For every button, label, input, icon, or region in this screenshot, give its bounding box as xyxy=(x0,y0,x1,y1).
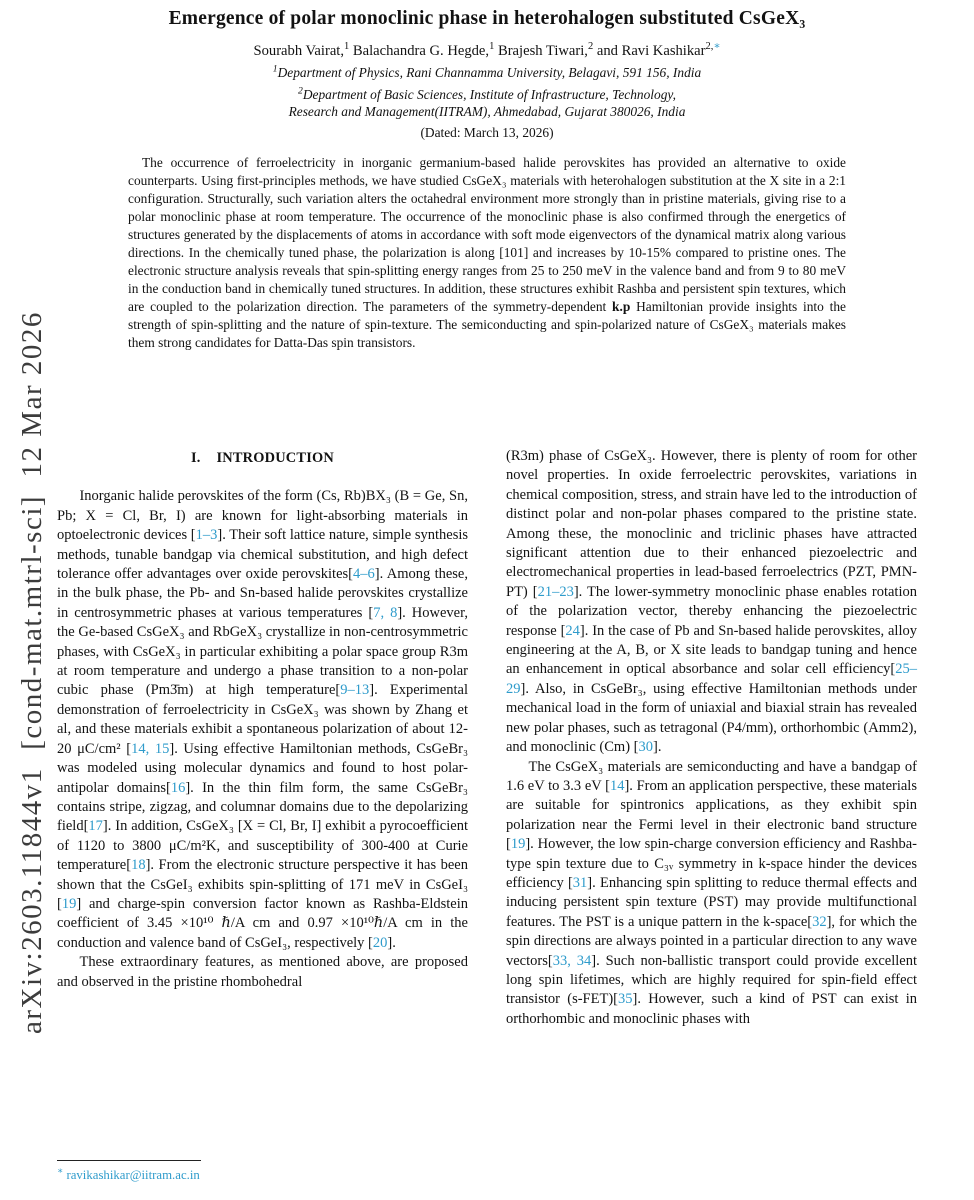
citation-link[interactable]: 4–6 xyxy=(353,566,375,583)
author-line: Sourabh Vairat,$^1$ Balachandra G. Hegde,$^1$ Brajesh Tiwari,$^2$ and Ravi Kashikar$^{2,∗}$ xyxy=(253,41,721,59)
affiliation-2-line1: $^2$Department of Basic Sciences, Institute of Infrastructure, Technology, xyxy=(298,85,676,102)
citation-link[interactable]: 21–23 xyxy=(537,583,574,600)
citation-link[interactable]: 19 xyxy=(61,895,77,912)
intro-paragraph-3: The CsGeX₃ materials are semiconducting and have a bandgap of 1.6 eV to 3.3 eV [14]. From an application perspective, these materials are suitable for spintronics applications, as they exhibit spin polarization near the Fermi level in their electronic band structure [19]. However, the low spin-charge conversion efficiency and Rashba-type spin texture due to C₃ᵥ symmetry in k-space hinder the devices efficiency [31]. Enhancing spin splitting to reduce thermal effects and inducing persistent spin texture (PST) may provide multifunctional features. The PST is a unique pattern in the k-space[32], for which the spin directions are always pointed in a particular direction to any wave vectors[33, 34]. Such non-ballistic transport could provide excellent long spin lifetimes, which are highly required for spin-field effect transistor (s-FET)[35]. However, such a kind of PST can exist in orthorhombic and monoclinic phases with xyxy=(506,758,917,1027)
left-column xyxy=(57,447,468,1029)
citation-link[interactable]: 20 xyxy=(372,934,388,951)
citation-link[interactable]: 19 xyxy=(510,836,526,853)
arxiv-watermark: arXiv:2603.11844v1 [cond-mat.mtrl-sci] 12 Mar 2026 xyxy=(16,311,48,1034)
section-number: I. xyxy=(191,450,201,466)
right-column xyxy=(506,447,917,1029)
citation-link[interactable]: 16 xyxy=(170,779,186,796)
citation-link[interactable]: 9–13 xyxy=(340,682,370,699)
superscript: 1 xyxy=(489,41,495,53)
citation-link[interactable]: 14 xyxy=(609,777,625,794)
section-heading-introduction xyxy=(57,449,468,468)
text-link[interactable]: ravikashikar@iitram.ac.in xyxy=(66,1168,200,1182)
superscript: 2 xyxy=(298,85,303,97)
affiliation-2 xyxy=(0,86,974,121)
two-column-body xyxy=(57,447,917,1029)
superscript: 1 xyxy=(272,63,278,75)
affiliation-2-line2: Research and Management(IITRAM), Ahmedabad, Gujarat 380026, India xyxy=(288,104,686,120)
citation-link[interactable]: 17 xyxy=(88,818,103,835)
citation-link[interactable]: 32 xyxy=(812,913,827,930)
footnote-email-line xyxy=(57,1165,468,1183)
bold-text: k.p xyxy=(612,299,631,315)
footnote-divider xyxy=(57,1160,201,1161)
abstract: The occurrence of ferroelectricity in inorganic germanium-based halide perovskites has provided an alternative to oxide counterparts. Using first-principles methods, we have studied CsGeX₃ materials with heterohalogen substitution at the X site in a 2:1 configuration. Structurally, such variation alters the octahedral environment more strongly than in pristine materials, giving rise to a polar monoclinic phase at room temperature. The occurrence of the monoclinic phase is also confirmed through the energetics of structures generated by the displacements of atoms in accordance with soft mode eigenvectors of the dynamical matrix along various directions. In the chemically tuned phase, the polarization is along [101] and increases by 10-15% compared to pristine ones. The electronic structure analysis reveals that spin-splitting energy ranges from 25 to 250 meV in the valence band and from 9 to 80 meV in the conduction band in chemically tuned structures. In addition, these structures exhibit Rashba and persistent spin textures, which are coupled to the polarization direction. The parameters of the symmetry-dependent k.p Hamiltonian provide insights into the strength of spin-splitting and the nature of spin-texture. The semiconducting and spin-polarized nature of CsGeX₃ materials makes them strong candidates for Datta-Das spin transistors. xyxy=(128,155,846,351)
affiliation-1: $^1$Department of Physics, Rani Channamma University, Belagavi, 591 156, India xyxy=(272,63,702,80)
footnote xyxy=(57,1160,468,1183)
citation-link[interactable]: 30 xyxy=(638,739,653,756)
date-line: (Dated: March 13, 2026) xyxy=(420,125,554,141)
footnote-marker-link[interactable]: ∗ xyxy=(713,41,721,53)
citation-link[interactable]: 25–29 xyxy=(506,661,917,697)
superscript: 2, xyxy=(705,41,714,53)
superscript: 1 xyxy=(344,41,350,53)
citation-link[interactable]: 18 xyxy=(131,857,146,874)
citation-link[interactable]: 1–3 xyxy=(195,527,218,544)
intro-paragraph-2-continued: (R3m) phase of CsGeX₃. However, there is plenty of room for other novel properties. In oxide ferroelectric perovskites, variations in chemical composition, stress, and strain have led to the introduction of distinct polar and non-polar phases compared to the pristine state. Among these, the monoclinic and triclinic phases have attracted significant attention due to their enhanced piezoelectric and electromechanical properties in lead-based ferroelectrics (PZT, PMN-PT) [21–23]. The lower-symmetry monoclinic phase enables rotation of the polarization vector, thereby enhancing the piezoelectric response [24]. In the case of Pb and Sn-based halide perovskites, alloy engineering at the A, B, or X site leads to bandgap tuning and hence an enhancement in optical absorbance and solar cell efficiency[25–29]. Also, in CsGeBr₃, using effective Hamiltonian methods under mechanical load in the form of uniaxial and biaxial strain has revealed new polar phases, such as tetragonal (P4/mm), orthorhombic (Amm2), and monoclinic (Cm) [30]. xyxy=(506,448,917,756)
citation-link[interactable]: 14, 15 xyxy=(131,740,170,757)
citation-link[interactable]: 35 xyxy=(617,991,633,1008)
paper-title: Emergence of polar monoclinic phase in heterohalogen substituted CsGeX₃ xyxy=(168,8,806,29)
citation-link[interactable]: 33, 34 xyxy=(552,952,592,969)
footnote-marker-link[interactable]: ∗ xyxy=(57,1165,64,1176)
paper-header xyxy=(0,0,974,141)
intro-paragraph-2: These extraordinary features, as mentioned above, are proposed and observed in the pristine rhombohedral xyxy=(57,954,468,990)
section-title: INTRODUCTION xyxy=(216,450,334,466)
intro-paragraph-1: Inorganic halide perovskites of the form (Cs, Rb)BX₃ (B = Ge, Sn, Pb; X = Cl, Br, I) are known for light-absorbing materials in optoelectronic devices [1–3]. Their soft lattice nature, simple synthesis methods, tunable bandgap via chemical substitution, and high defect tolerance offer advantages over oxide perovskites[4–6]. Among these, in the bulk phase, the Pb- and Sn-based halide perovskites crystallize in centrosymmetric phases at various temperatures [7, 8]. However, the Ge-based CsGeX₃ and RbGeX₃ crystallize in non-centrosymmetric phases, with CsGeX₃ in particular exhibiting a polar space group R3m at room temperature and undergo a phase transition to a non-polar cubic phase (Pm3̄m) at high temperature[9–13]. Experimental demonstration of ferroelectricity in CsGeX₃ was shown by Zhang et al, and these materials exhibit a spontaneous polarization of about 12-20 μC/cm² [14, 15]. Using effective Hamiltonian methods, CsGeBr₃ was modeled using molecular dynamics and found to host polar-antipolar domains[16]. In the thin film form, the same CsGeBr₃ contains stripe, zigzag, and columnar domains due to the depolarizing field[17]. In addition, CsGeX₃ [X = Cl, Br, I] exhibit a pyrocoefficient of 1120 to 3800 μC/m²K, and susceptibility of 300-400 at Curie temperature[18]. From the electronic structure perspective it has been shown that the CsGeI₃ exhibits spin-splitting of 171 meV in CsGeI₃ [19] and charge-spin conversion factor known as Rashba-Eldstein coefficient of 3.45 ×10¹⁰ ℏ/A cm and 0.97 ×10¹⁰ℏ/A cm in the conduction and valence band of CsGeI₃, respectively [20]. xyxy=(57,488,469,951)
citation-link[interactable]: 7, 8 xyxy=(373,604,398,621)
citation-link[interactable]: 31 xyxy=(572,874,588,891)
citation-link[interactable]: 24 xyxy=(565,622,580,639)
superscript: 2 xyxy=(587,41,594,53)
